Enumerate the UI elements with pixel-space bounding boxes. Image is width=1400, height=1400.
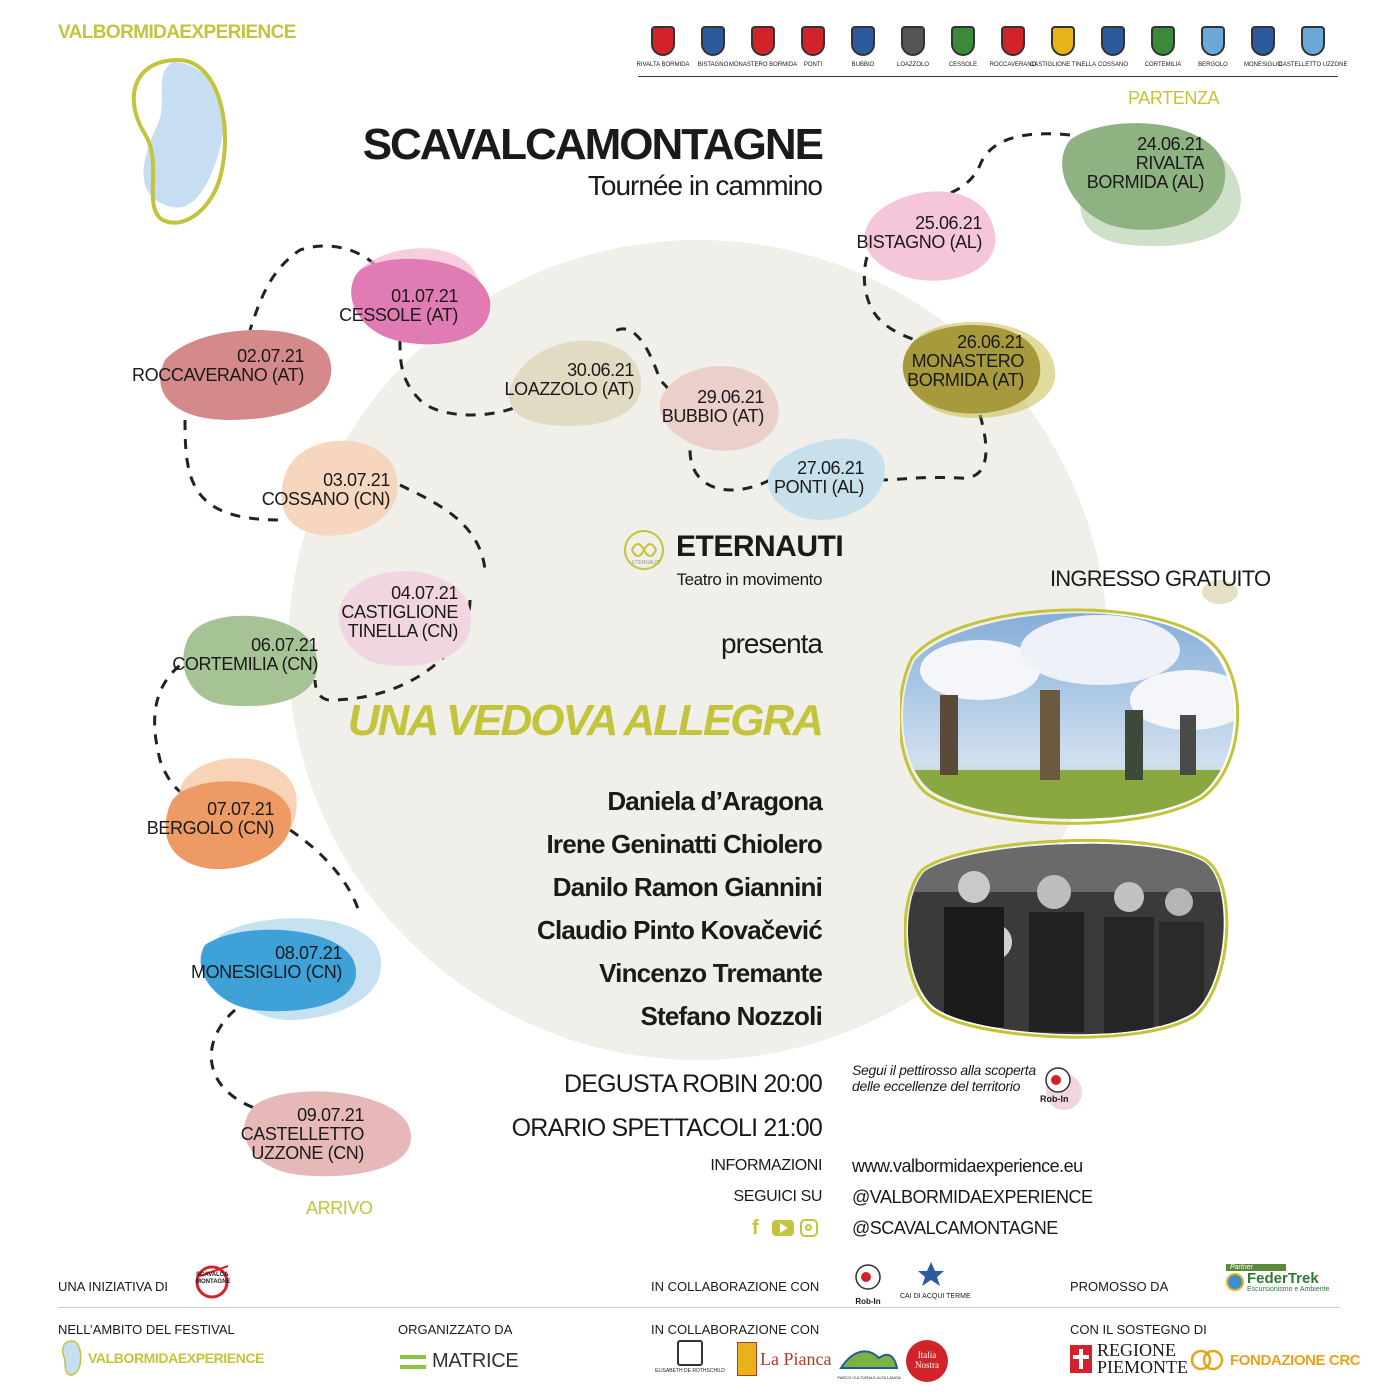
- robin-note: Segui il pettirosso alla scoperta delle eccellenze del territorio: [852, 1062, 1036, 1094]
- crest-name: RIVALTA BORMIDA: [636, 62, 690, 68]
- end-label: ARRIVO: [306, 1198, 373, 1218]
- crest-name: PONTI: [803, 62, 823, 68]
- schedule-show: ORARIO SPETTACOLI 21:00: [511, 1114, 822, 1142]
- show-title: UNA VEDOVA ALLEGRA: [347, 696, 822, 745]
- website-link[interactable]: www.valbormidaexperience.eu: [852, 1156, 1083, 1176]
- crest-name: BERGOLO: [1198, 62, 1228, 68]
- cast-member: Claudio Pinto Kovačević: [536, 915, 822, 945]
- fondazione-rings-icon: [1188, 1348, 1226, 1372]
- stop-roccaverano: 02.07.21 ROCCAVERANO (AT): [132, 346, 304, 385]
- pianca-logo: La Pianca: [737, 1342, 831, 1376]
- stop-cessole: 01.07.21 CESSOLE (AT): [339, 286, 458, 325]
- stop-loazzolo: 30.06.21 LOAZZOLO (AT): [504, 360, 634, 399]
- crest-name: CASTELLETTO UZZONE: [1278, 62, 1348, 68]
- stop-bubbio: 29.06.21 BUBBIO (AT): [661, 387, 764, 426]
- collab-robin-logo: Rob-In: [848, 1262, 888, 1304]
- presents-label: presenta: [721, 628, 822, 659]
- cai-logo: CAI DI ACQUI TERME: [900, 1260, 962, 1304]
- stop-bistagno: 25.06.21 BISTAGNO (AL): [856, 213, 982, 252]
- stop-cossano: 03.07.21 COSSANO (CN): [261, 470, 390, 509]
- stop-castelletto: 09.07.21 CASTELLETTO UZZONE (CN): [240, 1105, 364, 1163]
- stop-castiglione: 04.07.21 CASTIGLIONE TINELLA (CN): [341, 583, 458, 641]
- stop-bergolo: 07.07.21 BERGOLO (CN): [146, 799, 274, 838]
- footer-divider: [58, 1307, 1340, 1308]
- schedule-dinner: DEGUSTA ROBIN 20:00: [563, 1070, 822, 1098]
- eternauti-logo: [622, 528, 666, 572]
- robin-small-icon: [848, 1262, 888, 1292]
- follow-label: SEGUICI SU: [733, 1188, 822, 1205]
- social-icons: [752, 1218, 818, 1238]
- facebook-icon[interactable]: f: [752, 1217, 759, 1239]
- parco-logo: PARCO CULTURALE ALTA LANGA: [836, 1344, 902, 1384]
- eternauti-logo-small: ETERNAUTI: [632, 560, 661, 566]
- crest-name: BISTAGNO: [697, 62, 729, 68]
- robin-bird-icon: [1034, 1062, 1084, 1112]
- valbormida-logo-text: VALBORMIDAEXPERIENCE: [58, 22, 296, 43]
- page-title: SCAVALCAMONTAGNE: [362, 120, 822, 169]
- collab-label-2: IN COLLABORAZIONE CON: [651, 1322, 820, 1337]
- company-tagline: Teatro in movimento: [676, 570, 822, 589]
- stop-monesiglio: 08.07.21 MONESIGLIO (CN): [190, 943, 342, 982]
- stop-ponti: 27.06.21 PONTI (AL): [773, 458, 864, 497]
- fondazione-logo: FONDAZIONE CRC: [1188, 1348, 1360, 1372]
- initiative-label: UNA INIZIATIVA DI: [58, 1279, 169, 1294]
- crest-name: MONASTERO BORMIDA: [728, 62, 798, 68]
- cast-member: Danilo Ramon Giannini: [552, 872, 822, 902]
- handle-valbormida[interactable]: @VALBORMIDAEXPERIENCE: [852, 1187, 1093, 1207]
- cast-member: Vincenzo Tremante: [599, 958, 822, 988]
- support-label: CON IL SOSTEGNO DI: [1070, 1322, 1207, 1337]
- cast-member: Irene Geninatti Chiolero: [546, 829, 822, 859]
- hikers-photo: [900, 600, 1245, 830]
- crest-name: CASTIGLIONE TINELLA: [1029, 62, 1097, 68]
- regione-shield-icon: [1070, 1345, 1092, 1373]
- rothschild-crest-icon: [677, 1340, 703, 1366]
- stop-cortemilia: 06.07.21 CORTEMILIA (CN): [172, 635, 318, 674]
- crest-name: BUBBIO: [851, 62, 875, 68]
- crest-name: LOAZZOLO: [896, 62, 929, 68]
- crest-name: ROCCAVERANO: [989, 62, 1037, 68]
- cast-member: Stefano Nozzoli: [640, 1001, 822, 1031]
- federtrek-logo: Partner FederTrek Escursionismo e Ambiente: [1226, 1264, 1340, 1302]
- festival-label: NELL’AMBITO DEL FESTIVAL: [58, 1322, 235, 1337]
- handle-scavalca[interactable]: @SCAVALCAMONTAGNE: [852, 1218, 1058, 1238]
- matrice-bars-icon: [400, 1355, 426, 1369]
- collab-label-1: IN COLLABORAZIONE CON: [651, 1279, 820, 1294]
- cast-list: [537, 780, 822, 1038]
- regione-logo: REGIONE PIEMONTE: [1070, 1342, 1188, 1376]
- crest-name: CESSOLE: [948, 62, 978, 68]
- actors-photo: [904, 832, 1234, 1042]
- crest-name: MONESIGLIO: [1243, 62, 1282, 68]
- matrice-logo: MATRICE: [400, 1350, 518, 1373]
- rothschild-logo: ELISABETH DE ROTHSCHILD: [650, 1340, 730, 1384]
- pianca-mark-icon: [737, 1342, 757, 1376]
- cai-star-icon: [916, 1260, 946, 1288]
- globe-icon: [1226, 1273, 1244, 1291]
- promoted-label: PROMOSSO DA: [1070, 1279, 1169, 1294]
- crest-name: CORTEMILIA: [1144, 62, 1182, 68]
- organized-label: ORGANIZZATO DA: [398, 1322, 513, 1337]
- cast-member: Daniela d’Aragona: [607, 786, 822, 816]
- valbormida-mini-shape: [58, 1339, 84, 1377]
- company-name: ETERNAUTI: [676, 530, 844, 563]
- italia-nostra-logo: Italia Nostra: [906, 1340, 948, 1382]
- start-label: PARTENZA: [1128, 88, 1220, 108]
- stop-monastero: 26.06.21 MONASTERO BORMIDA (AT): [907, 332, 1024, 390]
- youtube-icon[interactable]: [772, 1220, 794, 1236]
- scavalca-logo: SCAVALCA MONTAGNE: [190, 1260, 240, 1300]
- stop-rivalta: 24.06.21 RIVALTA BORMIDA (AL): [1086, 134, 1204, 192]
- instagram-icon[interactable]: [800, 1219, 818, 1237]
- parco-hills-icon: [839, 1344, 899, 1370]
- info-label: INFORMAZIONI: [710, 1157, 822, 1174]
- page-subtitle: Tournée in cammino: [587, 170, 822, 201]
- valbormida-logo-bottom: VALBORMIDAEXPERIENCE: [58, 1338, 264, 1378]
- crest-name: COSSANO: [1097, 62, 1128, 68]
- free-entry-label: INGRESSO GRATUITO: [1050, 566, 1271, 591]
- robin-logo: Rob-In: [1034, 1062, 1084, 1112]
